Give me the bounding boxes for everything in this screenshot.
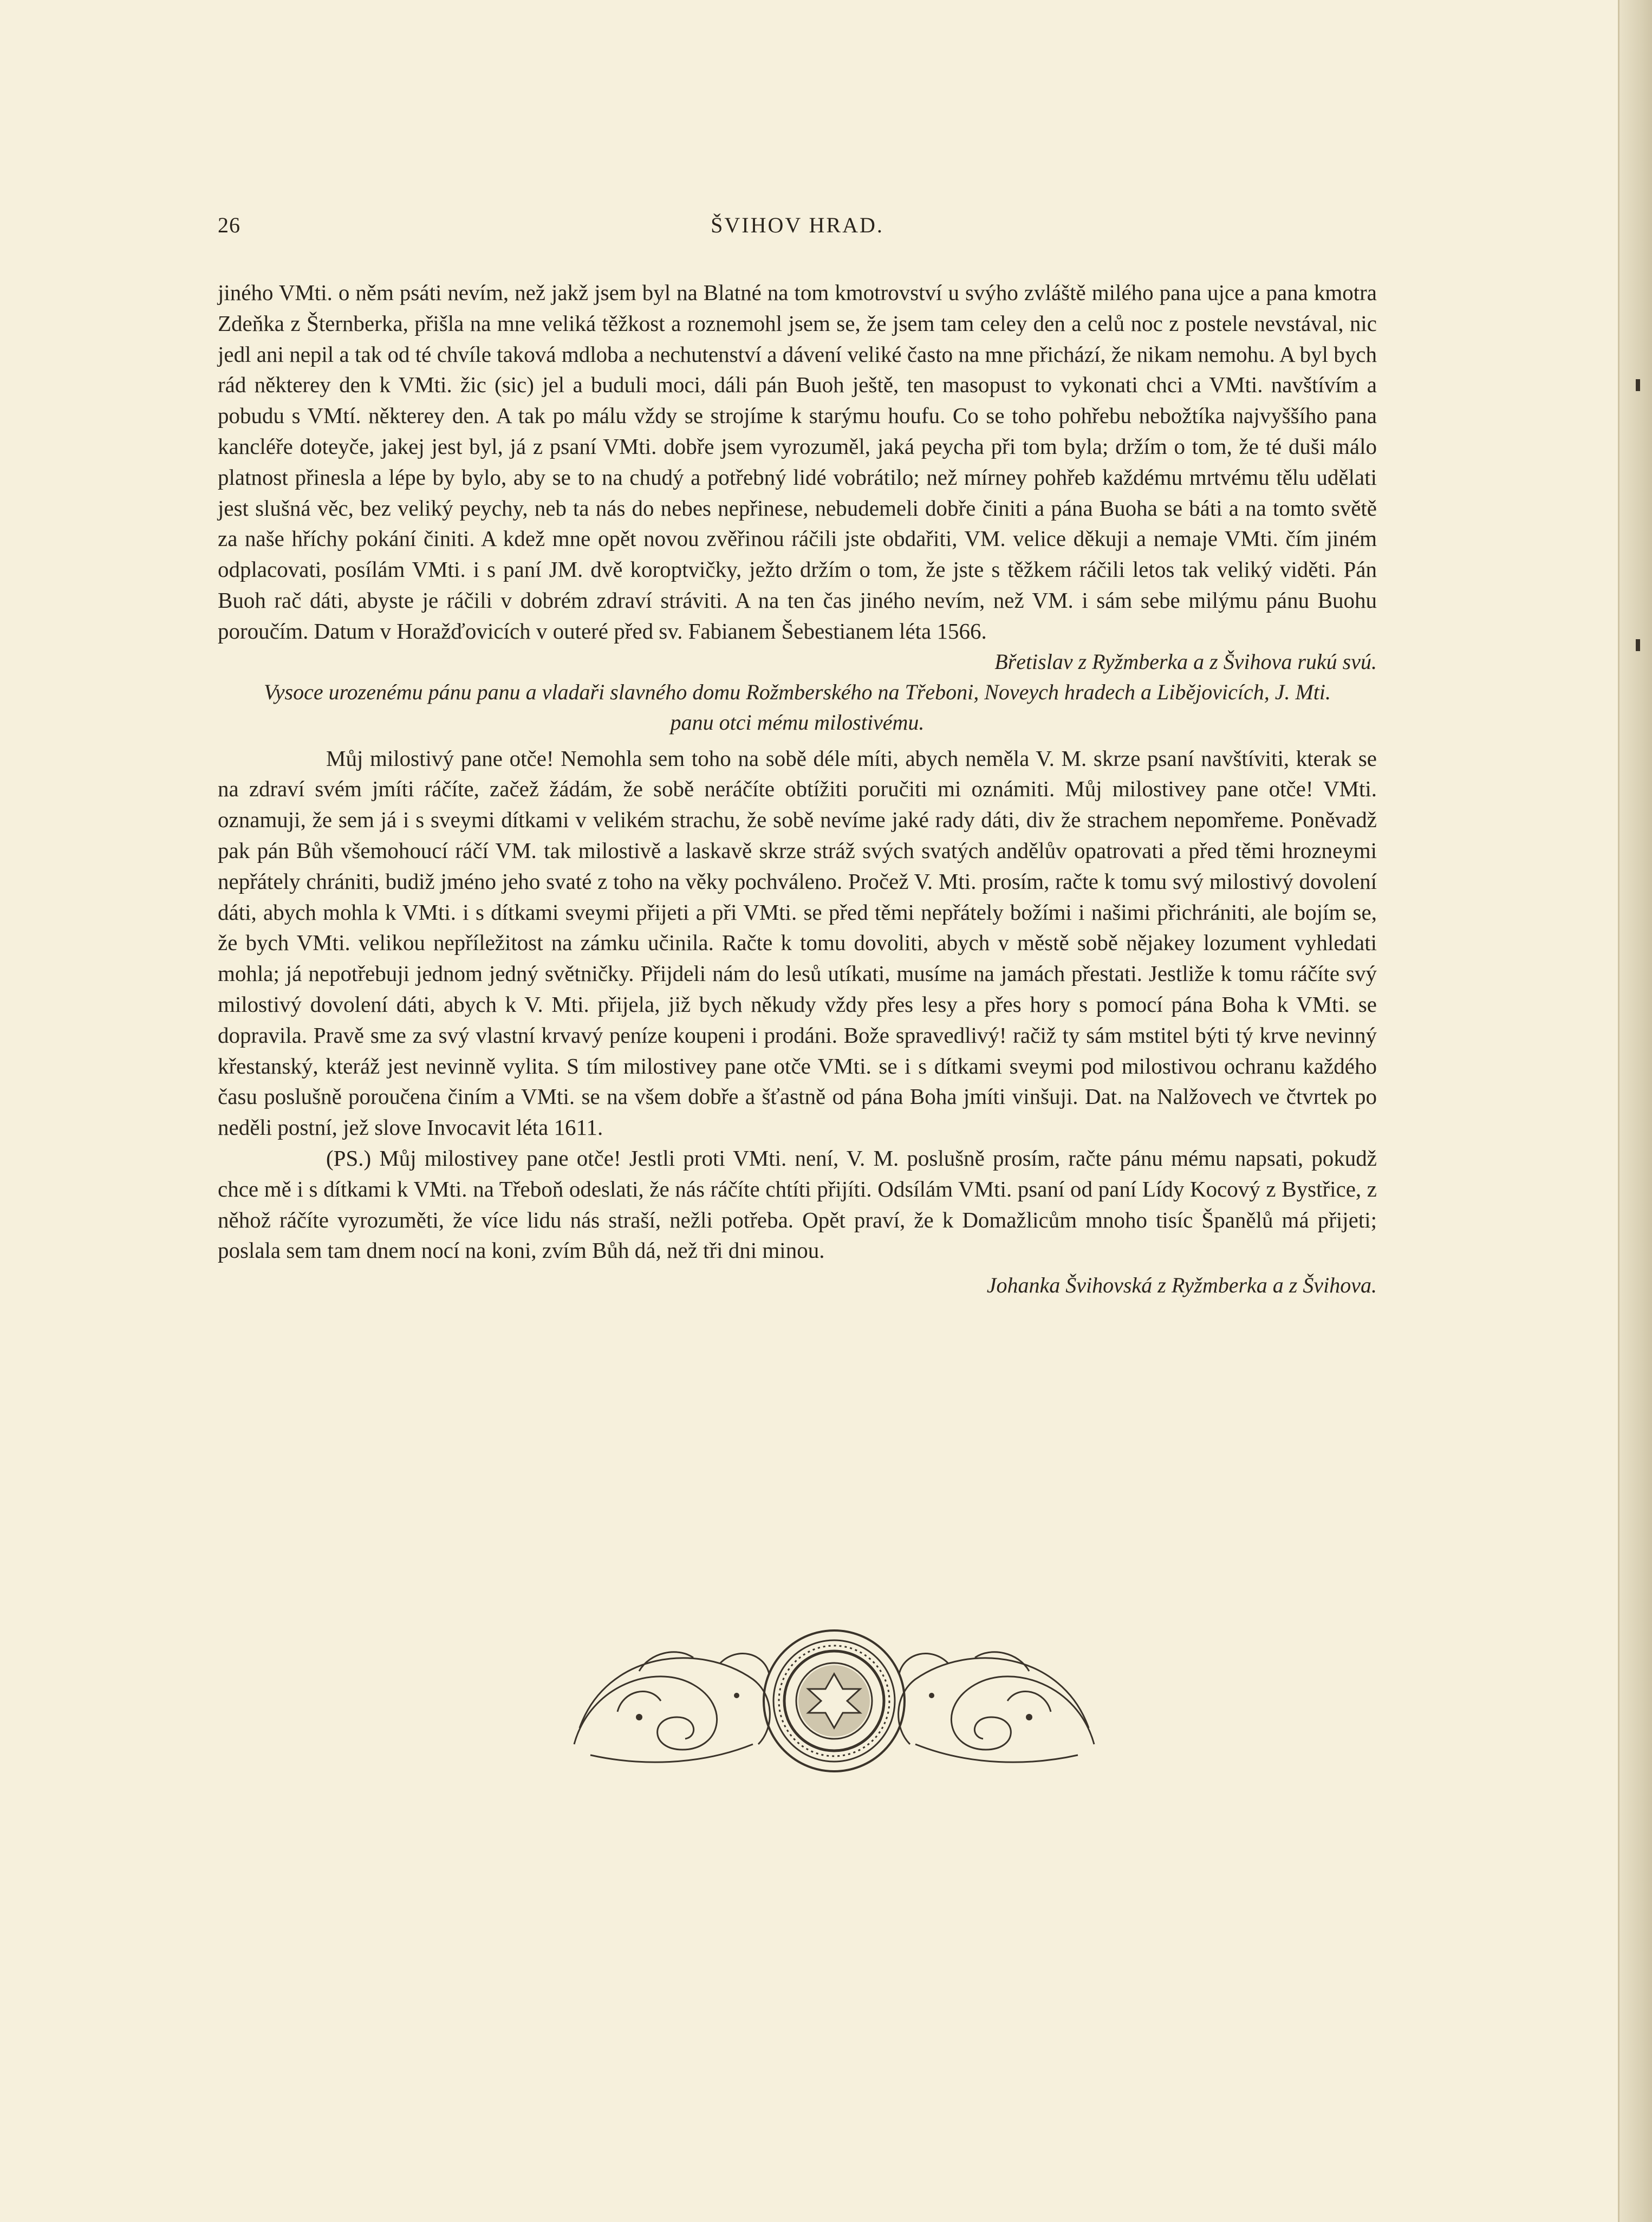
edge-mark bbox=[1636, 379, 1640, 391]
letter2-address: Vysoce urozenému pánu panu a vladaři slavného domu Rožmberského na Třeboni, Noveych hradech a Libějovicích, J. Mti. panu otci mému milostivému. bbox=[264, 679, 1331, 735]
letter2-signature: Johanka Švihovská z Ryžmberka a z Švihova. bbox=[986, 1273, 1377, 1298]
letter2-body: Můj milostivý pane otče! Nemohla sem toho na sobě déle míti, abych neměla V. M. skrze psaní navštíviti, kterak se na zdraví svém jmíti ráčíte, začež žádám, že sobě neráčíte obtížiti poručiti mi oznámiti. Můj milostivey pane otče! VMti. oznamuji, že sem já i s sveymi dítkami v velikém strachu, že sobě nevíme jaké rady dáti, div že strachem nepomřeme. Poněvadž pak pán Bůh všemohoucí ráčí VM. tak milostivě a laskavě skrze stráž svých svatých andělův opatrovati a před těmi hrozneymi nepřátely chrániti, budiž jméno jeho svaté z toho na věky pochváleno. Pročež V. Mti. prosím, račte k tomu svý milostivý dovolení dáti, abych mohla k VMti. i s dítkami sveymi přijeti a při VMti. se před těmi nepřátely božími i našimi přichrániti, ale bojím se, že bych VMti. velikou nepříležitost na zámku učinila. Račte k tomu dovoliti, abych v městě sobě nějakey lozument vyhledati mohla; já nepotřebuji jednom jedný světničky. Přijdeli nám do lesů utíkati, musíme na jamách přestati. Jestliže k tomu ráčíte svý milostivý dovolení dáti, abych k V. Mti. přijela, již bych někudy vždy přes lesy a přes hory s pomocí pána Boha k VMti. se dopravila. Pravě sme za svý vlastní krvavý peníze koupeni i prodáni. Bože spravedlivý! račiž ty sám mstitel býti tý krve nevinný křestanský, kteráž jest nevinně vylita. S tím milostivey pane otče VMti. se i s dítkami sveymi pod milostivou ochranu každého času poslušně poroučena činím a VMti. se na všem dobře a šťastně od pána Boha jmíti vinšuji. Dat. na Nalžovech ve čtvrtek po neděli postní, jež slove Invocavit léta 1611. bbox=[218, 745, 1377, 1140]
page-number: 26 bbox=[218, 213, 240, 237]
letter1-body: jiného VMti. o něm psáti nevím, než jakž jsem byl na Blatné na tom kmotrovství u svýho zvláště milého pana ujce a pana kmotra Zdeňka z Šternberka, přišla na mne veliká těžkost a roznemohl jsem se, že jsem tam celey den a celů noc z postele nevstával, nic jedl ani nepil a tak od té chvíle taková mdloba a nechutenství a dávení veliké často na mne přichází, že nikam nemohu. A byl bych rád některey den k VMti. žic (sic) jel a buduli moci, dáli pán Buoh ještě, ten masopust to vykonati chci a VMti. navštívím a pobudu s VMtí. některey den. A tak po málu vždy se strojíme k starýmu houfu. Co se toho pohřebu nebožtíka najvyššího pana kancléře doteyče, jakej jest byl, já z psaní VMti. dobře jsem vyrozuměl, jaká peycha při tom byla; držím o tom, že té duši málo platnost přinesla a lépe by bylo, aby se to na chudý a potřebný lidé vobrátilo; než mírney pohřeb každému mrtvému tělu udělati jest slušná věc, bez veliký peychy, neb ta nás do nebes nepřinese, nebudemeli dobře činiti a pána Buoha se báti a na tomto světě za naše hříchy pokání činiti. A kdež mne opět novou zvěřinou ráčili jste obdařiti, VM. velice děkuji a nemaje VMti. čím jiném odplacovati, posílám VMti. i s paní JM. dvě koroptvičky, ježto držím o tom, že jste s těžkem ráčili letos tak veliký viděti. Pán Buoh rač dáti, abyste je ráčili v dobrém zdraví stráviti. A na ten čas jiného nevím, než VM. i sám sebe milýmu pánu Buohu poroučím. Datum v Horažďovicích v outeré před sv. Fabianem Šebestianem léta 1566. bbox=[218, 280, 1377, 644]
page-edge bbox=[1618, 0, 1652, 2222]
letter2-postscript: (PS.) Můj milostivey pane otče! Jestli proti VMti. není, V. M. poslušně prosím, račte pánu mému napsati, pokudž chce mě i s dítkami k VMti. na Třeboň odeslati, že nás ráčíte chtíti přijíti. Odsílám VMti. psaní od paní Lídy Kocový z Bystřice, z něhož ráčíte vyrozuměti, že více lidu nás straší, nežli potřeba. Opět praví, že k Domažlicům mnoho tisíc Španělů má přijeti; poslala sem tam dnem nocí na koni, zvím Bůh dá, než tři dni minou. bbox=[218, 1145, 1377, 1263]
edge-mark bbox=[1636, 639, 1640, 651]
floral-tailpiece-with-star-medallion-icon bbox=[558, 1620, 1110, 1788]
running-head: ŠVIHOV HRAD. bbox=[711, 213, 884, 237]
page-body bbox=[218, 277, 1377, 1301]
page-header bbox=[218, 212, 1377, 245]
letter1-signature: Břetislav z Ryžmberka a z Švihova rukú svú. bbox=[994, 649, 1377, 674]
